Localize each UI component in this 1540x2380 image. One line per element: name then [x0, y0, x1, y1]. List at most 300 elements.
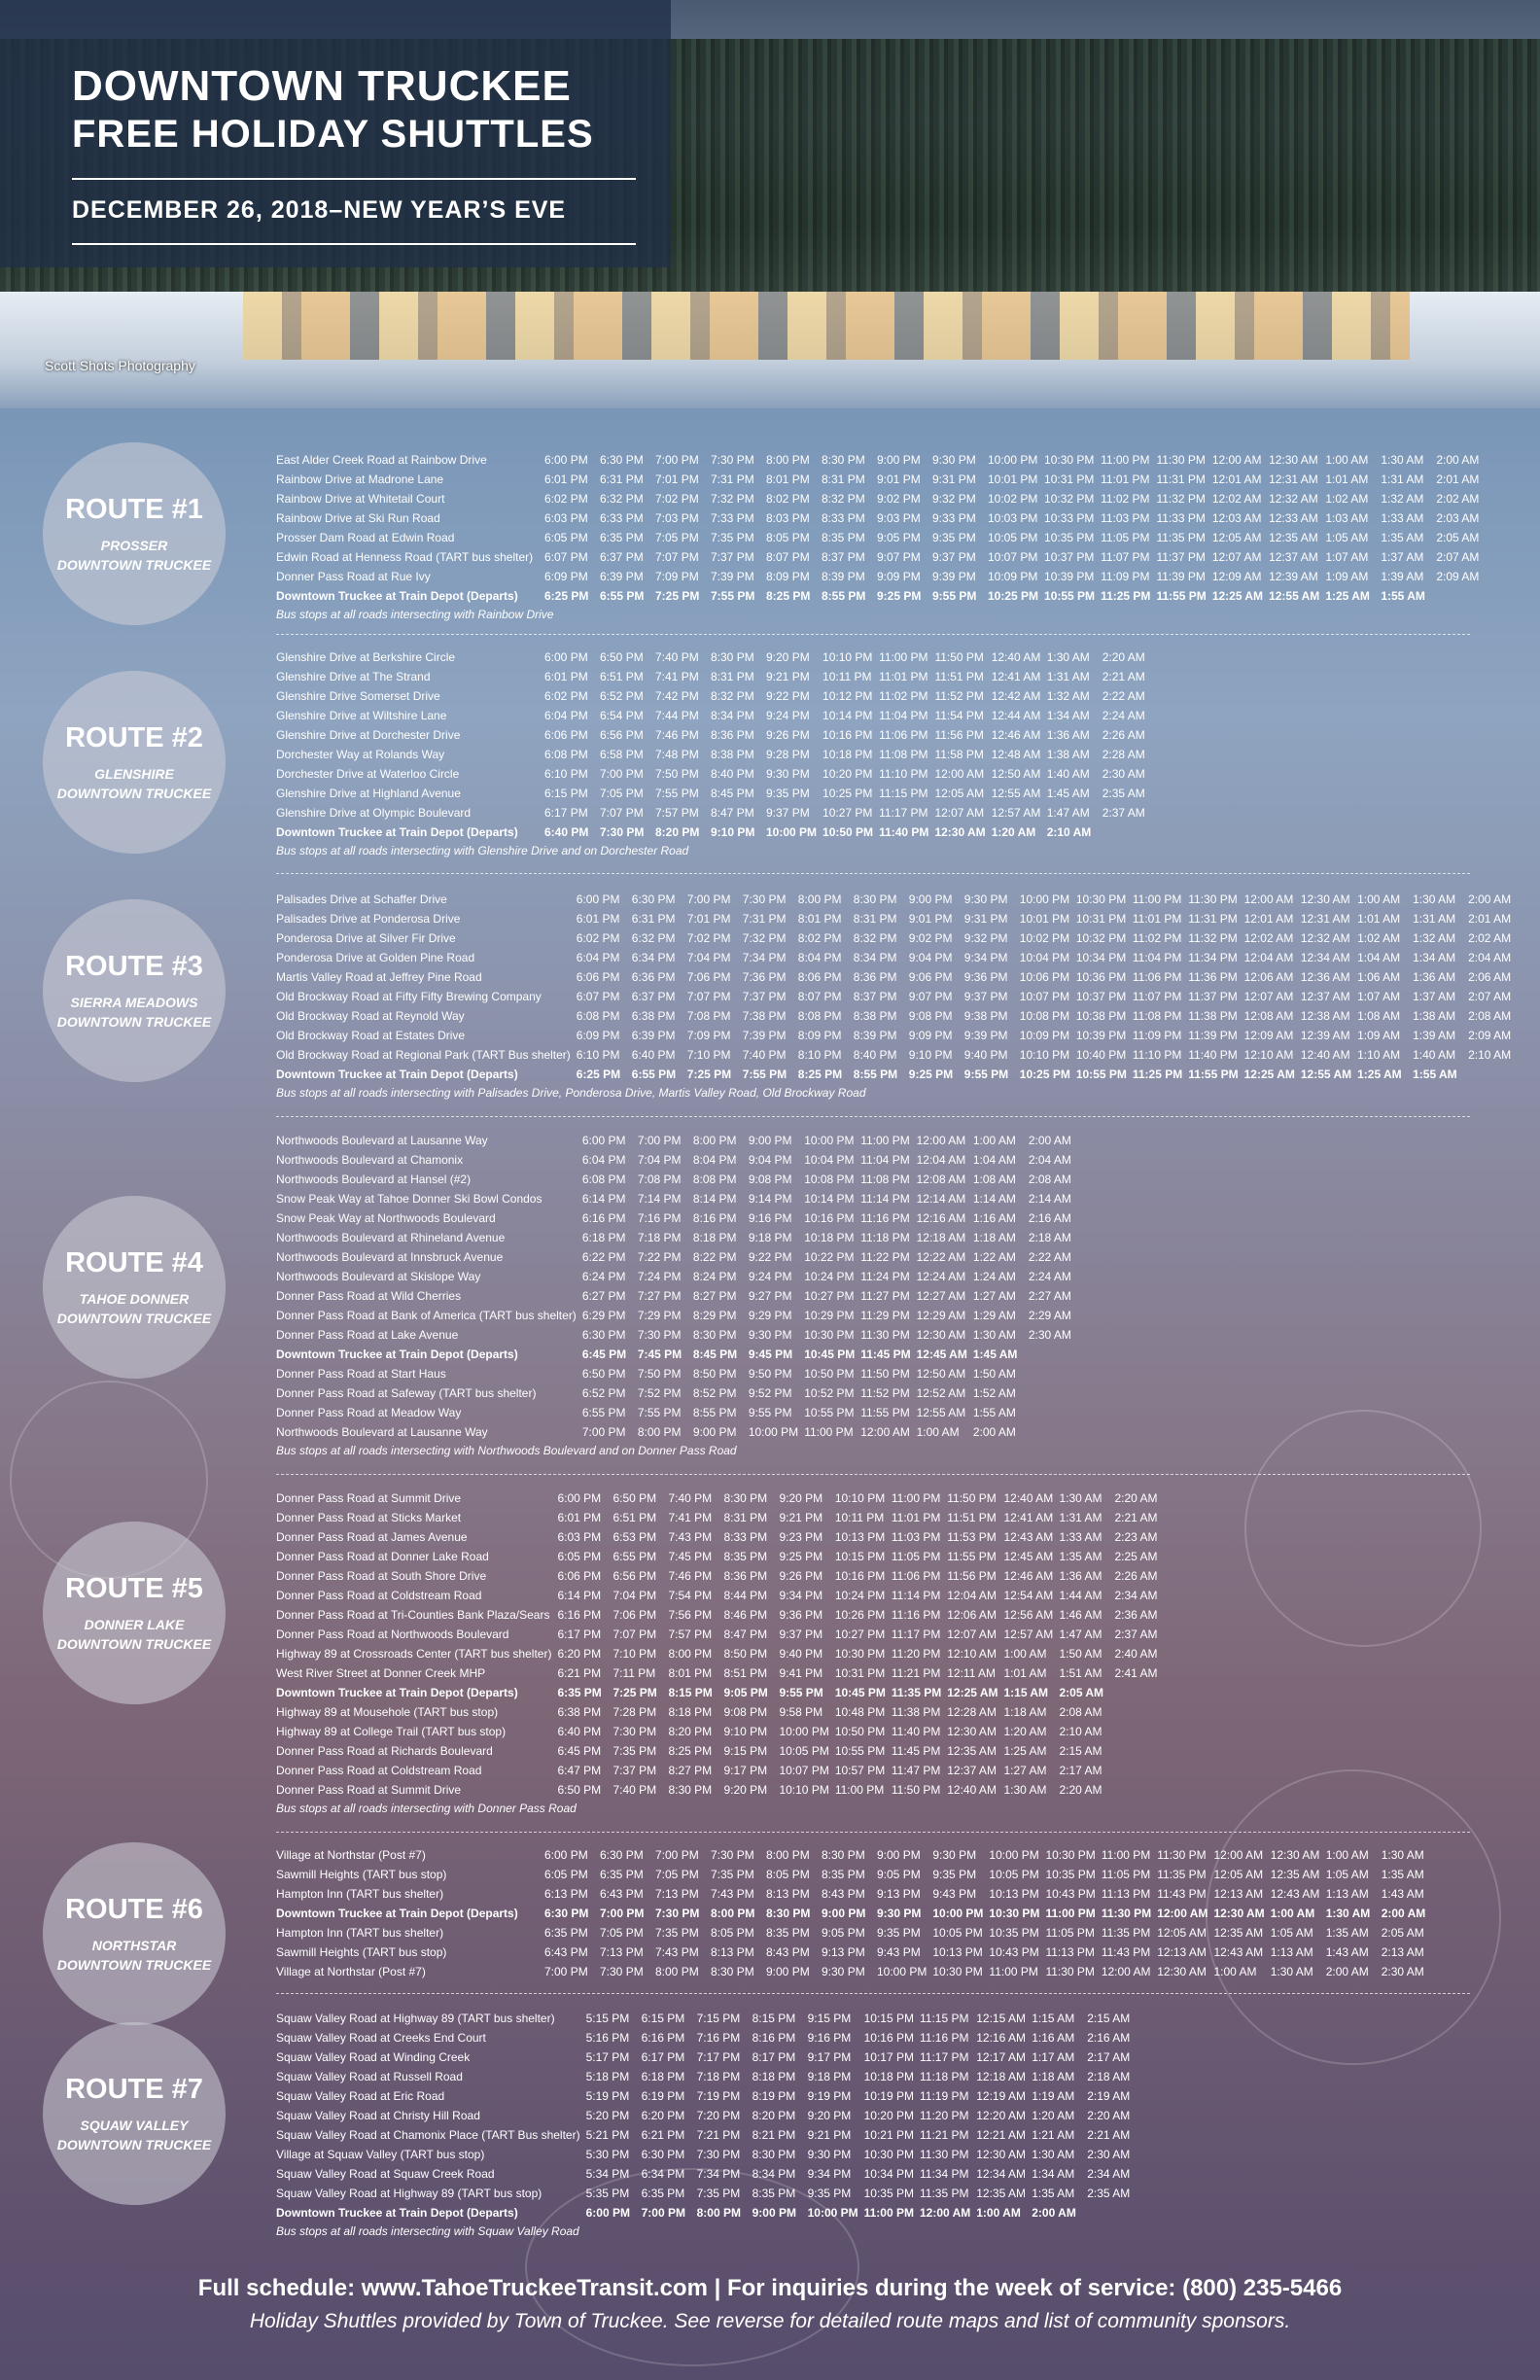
- departure-time: 10:55 PM: [1075, 1068, 1127, 1081]
- timetable-row: [276, 470, 1491, 489]
- title-line2: FREE HOLIDAY SHUTTLES: [72, 113, 594, 156]
- route-timetable: [276, 2009, 1142, 2222]
- route-stop-note: Bus stops at all roads intersecting with Northwoods Boulevard and on Donner Pass Road: [276, 1444, 737, 1457]
- stop-name: Rainbow Drive at Madrone Lane: [276, 472, 444, 486]
- departure-time: 11:00 PM: [834, 1783, 885, 1797]
- departure-time: 8:20 PM: [752, 2109, 796, 2122]
- departure-time: 9:00 PM: [748, 1134, 792, 1147]
- departure-time: 8:06 PM: [797, 970, 842, 984]
- timetable-row: [276, 1702, 1170, 1722]
- departure-time: 8:32 PM: [853, 931, 897, 945]
- departure-time: 10:43 PM: [989, 1945, 1039, 1959]
- route-badge: [43, 1842, 226, 2025]
- departure-time: 1:22 AM: [972, 1250, 1016, 1264]
- departure-time: 1:32 AM: [1046, 689, 1090, 703]
- stop-name: Hampton Inn (TART bus shelter): [276, 1926, 444, 1940]
- departure-time: 7:16 PM: [696, 2031, 741, 2045]
- departure-time: 6:53 PM: [612, 1530, 657, 1544]
- departure-time: 8:30 PM: [822, 453, 865, 467]
- departure-time: 10:34 PM: [1075, 951, 1127, 964]
- departure-time: 7:14 PM: [637, 1192, 682, 1206]
- departure-time: 8:02 PM: [797, 931, 842, 945]
- departure-time: 1:30 AM: [1381, 1848, 1424, 1862]
- departure-time: 7:30 PM: [742, 892, 787, 906]
- departure-time: 1:51 AM: [1059, 1666, 1102, 1680]
- departure-time: 11:35 PM: [1156, 531, 1206, 544]
- departure-time: 6:22 PM: [581, 1250, 626, 1264]
- departure-time: 9:34 PM: [807, 2167, 852, 2181]
- departure-time: 12:00 AM: [860, 1425, 910, 1439]
- departure-time: 6:08 PM: [581, 1172, 626, 1186]
- departure-time: 12:30 AM: [934, 825, 986, 839]
- departure-time: 2:21 AM: [1114, 1511, 1158, 1524]
- departure-time: 8:27 PM: [668, 1764, 713, 1777]
- departure-time: 9:34 PM: [779, 1589, 823, 1602]
- departure-time: 11:25 PM: [1101, 589, 1151, 603]
- departure-time: 8:40 PM: [711, 767, 754, 781]
- timetable-row: [276, 1547, 1170, 1566]
- route-area: SQUAW VALLEY: [80, 2117, 189, 2133]
- departure-time: 12:37 AM: [947, 1764, 997, 1777]
- departure-time: 12:34 AM: [976, 2167, 1026, 2181]
- departure-time: 11:08 PM: [860, 1172, 910, 1186]
- departure-time: 12:41 AM: [991, 670, 1041, 683]
- stop-name: Prosser Dam Road at Edwin Road: [276, 531, 455, 544]
- departure-time: 7:30 PM: [711, 453, 754, 467]
- departure-time: 8:30 PM: [668, 1783, 713, 1797]
- departure-time: 8:22 PM: [692, 1250, 737, 1264]
- departure-time: 7:15 PM: [696, 2012, 741, 2025]
- departure-time: 7:00 PM: [600, 1907, 645, 1920]
- departure-time: 10:38 PM: [1075, 1009, 1127, 1023]
- departure-time: 10:25 PM: [988, 589, 1039, 603]
- departure-time: 7:35 PM: [711, 1868, 754, 1881]
- departure-time: 8:51 PM: [723, 1666, 768, 1680]
- departure-time: 12:13 AM: [1157, 1945, 1207, 1959]
- route-area: PROSSER: [100, 537, 168, 553]
- departure-time: 7:46 PM: [668, 1569, 713, 1583]
- departure-time: 6:52 PM: [581, 1386, 626, 1400]
- departure-time: 7:41 PM: [668, 1511, 713, 1524]
- departure-time: 10:06 PM: [1019, 970, 1070, 984]
- departure-time: 6:03 PM: [557, 1530, 602, 1544]
- departure-time: 8:25 PM: [668, 1744, 713, 1758]
- departure-time: 1:39 AM: [1381, 570, 1424, 583]
- departure-time: 10:18 PM: [863, 2070, 914, 2083]
- timetable-row: [276, 1488, 1170, 1508]
- departure-time: 2:19 AM: [1087, 2089, 1131, 2103]
- departure-time: 11:00 PM: [1132, 892, 1182, 906]
- departure-time: 1:15 AM: [1003, 1686, 1049, 1699]
- departure-time: 1:01 AM: [1325, 472, 1369, 486]
- departure-time: 1:09 AM: [1357, 1029, 1401, 1042]
- departure-time: 6:00 PM: [544, 1848, 588, 1862]
- departure-time: 6:50 PM: [612, 1491, 657, 1505]
- departure-time: 6:04 PM: [581, 1153, 626, 1167]
- route-divider: [276, 1993, 1470, 1994]
- departure-time: 9:05 PM: [877, 1868, 921, 1881]
- departure-time: 1:03 AM: [1325, 511, 1369, 525]
- departure-time: 6:17 PM: [557, 1628, 602, 1641]
- departure-time: 12:15 AM: [976, 2012, 1026, 2025]
- departure-time: 1:31 AM: [1413, 912, 1456, 926]
- departure-time: 6:39 PM: [600, 570, 644, 583]
- departure-time: 6:20 PM: [557, 1647, 602, 1661]
- stop-name: Glenshire Drive at Olympic Boulevard: [276, 806, 472, 820]
- departure-time: 12:00 AM: [1157, 1907, 1208, 1920]
- departure-time: 10:29 PM: [804, 1309, 855, 1322]
- departure-time: 9:00 PM: [692, 1425, 737, 1439]
- departure-time: 8:36 PM: [853, 970, 897, 984]
- departure-time: 8:05 PM: [766, 531, 810, 544]
- departure-time: 11:21 PM: [891, 1666, 941, 1680]
- departure-time: 11:09 PM: [1132, 1029, 1182, 1042]
- departure-time: 11:18 PM: [860, 1231, 910, 1244]
- departure-time: 8:00 PM: [637, 1425, 682, 1439]
- departure-time: 10:05 PM: [779, 1744, 829, 1758]
- departure-time: 8:34 PM: [711, 709, 754, 722]
- departure-time: 8:02 PM: [766, 492, 810, 506]
- departure-time: 11:10 PM: [1132, 1048, 1182, 1062]
- departure-time: 6:04 PM: [544, 709, 588, 722]
- departure-time: 8:01 PM: [668, 1666, 713, 1680]
- departure-time: 9:27 PM: [748, 1289, 792, 1303]
- departure-time: 6:30 PM: [600, 453, 644, 467]
- departure-time: 2:03 AM: [1436, 511, 1480, 525]
- departure-time: 8:13 PM: [766, 1887, 810, 1901]
- departure-time: 9:24 PM: [748, 1270, 792, 1283]
- departure-time: 11:50 PM: [891, 1783, 941, 1797]
- timetable-row: [276, 1605, 1170, 1625]
- departure-time: 11:43 PM: [1101, 1945, 1151, 1959]
- departure-time: 9:09 PM: [877, 570, 921, 583]
- departure-time: 8:00 PM: [668, 1647, 713, 1661]
- departure-time: 11:30 PM: [1101, 1907, 1152, 1920]
- timetable-row: [276, 1422, 1084, 1442]
- departure-time: 7:25 PM: [612, 1686, 657, 1699]
- departure-time: 11:03 PM: [1101, 511, 1150, 525]
- departure-time: 10:11 PM: [834, 1511, 885, 1524]
- departure-time: 6:25 PM: [576, 1068, 621, 1081]
- departure-time: 9:02 PM: [877, 492, 921, 506]
- departure-time: 1:30 AM: [1413, 892, 1456, 906]
- departure-time: 7:07 PM: [655, 550, 699, 564]
- departure-time: 7:19 PM: [696, 2089, 741, 2103]
- departure-time: 2:02 AM: [1436, 492, 1480, 506]
- departure-time: 7:00 PM: [544, 1965, 588, 1978]
- departure-time: 6:35 PM: [600, 1868, 644, 1881]
- departure-time: 7:52 PM: [637, 1386, 682, 1400]
- departure-time: 9:33 PM: [932, 511, 976, 525]
- departure-time: 6:10 PM: [544, 767, 588, 781]
- departure-time: 10:37 PM: [1044, 550, 1095, 564]
- departure-time: 7:43 PM: [655, 1945, 699, 1959]
- departure-time: 7:45 PM: [637, 1348, 682, 1361]
- timetable-row: [276, 928, 1523, 948]
- departure-time: 11:16 PM: [920, 2031, 969, 2045]
- departure-time: 5:30 PM: [585, 2148, 630, 2161]
- departure-time: 1:34 AM: [1413, 951, 1456, 964]
- departure-time: 6:00 PM: [576, 892, 620, 906]
- stop-name: Edwin Road at Henness Road (TART bus shelter): [276, 550, 534, 564]
- departure-time: 9:05 PM: [723, 1686, 768, 1699]
- departure-time: 6:56 PM: [600, 728, 644, 742]
- route-destination: DOWNTOWN TRUCKEE: [56, 1635, 212, 1652]
- departure-time: 2:20 AM: [1102, 650, 1145, 664]
- departure-time: 8:33 PM: [723, 1530, 768, 1544]
- departure-time: 1:06 AM: [1357, 970, 1401, 984]
- stop-name: Snow Peak Way at Northwoods Boulevard: [276, 1211, 496, 1225]
- departure-time: 8:50 PM: [723, 1647, 768, 1661]
- snowflake-icon: [1244, 1410, 1482, 1647]
- departure-time: 8:46 PM: [723, 1608, 768, 1622]
- stop-name: Glenshire Drive at Dorchester Drive: [276, 728, 461, 742]
- departure-time: 10:30 PM: [863, 2148, 914, 2161]
- departure-time: 2:16 AM: [1028, 1211, 1071, 1225]
- departure-time: 2:25 AM: [1114, 1550, 1158, 1563]
- departure-time: 9:43 PM: [877, 1945, 921, 1959]
- departure-time: 7:38 PM: [742, 1009, 787, 1023]
- departure-time: 11:50 PM: [860, 1367, 910, 1381]
- departure-time: 12:13 AM: [1213, 1887, 1264, 1901]
- departure-time: 12:29 AM: [916, 1309, 966, 1322]
- departure-time: 9:25 PM: [877, 589, 922, 603]
- departure-time: 7:05 PM: [655, 531, 699, 544]
- departure-time: 7:16 PM: [637, 1211, 682, 1225]
- departure-time: 10:00 PM: [766, 825, 818, 839]
- stop-name: Donner Pass Road at Coldstream Road: [276, 1764, 482, 1777]
- departure-time: 11:52 PM: [860, 1386, 910, 1400]
- stop-name: East Alder Creek Road at Rainbow Drive: [276, 453, 487, 467]
- departure-time: 8:52 PM: [692, 1386, 737, 1400]
- departure-time: 2:00 AM: [1436, 453, 1480, 467]
- route-number: ROUTE #7: [65, 2073, 203, 2105]
- departure-time: 2:02 AM: [1468, 931, 1512, 945]
- departure-time: 11:13 PM: [1045, 1945, 1095, 1959]
- departure-time: 10:30 PM: [834, 1647, 886, 1661]
- departure-time: 7:00 PM: [641, 2206, 685, 2220]
- departure-time: 10:00 PM: [807, 2206, 858, 2220]
- departure-time: 2:04 AM: [1468, 951, 1512, 964]
- departure-time: 2:21 AM: [1102, 670, 1145, 683]
- timetable-row: [276, 890, 1523, 909]
- stop-name: Downtown Truckee at Train Depot (Departs): [276, 2206, 518, 2220]
- timetable-row: [276, 1508, 1170, 1527]
- departure-time: 6:00 PM: [544, 453, 588, 467]
- departure-time: 1:00 AM: [916, 1425, 960, 1439]
- departure-time: 1:07 AM: [1357, 990, 1401, 1003]
- departure-time: 9:15 PM: [723, 1744, 768, 1758]
- departure-time: 10:30 PM: [1044, 453, 1095, 467]
- departure-time: 9:05 PM: [877, 531, 921, 544]
- departure-time: 12:40 AM: [991, 650, 1041, 664]
- departure-time: 6:35 PM: [544, 1926, 588, 1940]
- timetable-row: [276, 822, 1158, 842]
- departure-time: 9:00 PM: [877, 1848, 921, 1862]
- departure-time: 2:10 AM: [1059, 1725, 1102, 1738]
- departure-time: 8:04 PM: [692, 1153, 737, 1167]
- departure-time: 9:34 PM: [963, 951, 1008, 964]
- departure-time: 6:32 PM: [600, 492, 644, 506]
- departure-time: 6:08 PM: [576, 1009, 620, 1023]
- departure-time: 1:36 AM: [1059, 1569, 1102, 1583]
- departure-time: 8:05 PM: [766, 1868, 810, 1881]
- departure-time: 7:00 PM: [686, 892, 731, 906]
- departure-time: 6:54 PM: [600, 709, 644, 722]
- departure-time: 10:10 PM: [822, 650, 873, 664]
- departure-time: 12:30 AM: [916, 1328, 966, 1342]
- stop-name: Glenshire Drive at The Strand: [276, 670, 431, 683]
- departure-time: 12:30 AM: [1269, 453, 1318, 467]
- departure-time: 7:02 PM: [686, 931, 731, 945]
- departure-time: 12:30 AM: [1213, 1907, 1265, 1920]
- departure-time: 12:09 AM: [1243, 1029, 1294, 1042]
- departure-time: 6:02 PM: [544, 689, 588, 703]
- departure-time: 12:52 AM: [916, 1386, 966, 1400]
- departure-time: 10:21 PM: [863, 2128, 914, 2142]
- timetable-row: [276, 1962, 1437, 1981]
- departure-time: 6:21 PM: [557, 1666, 602, 1680]
- departure-time: 10:02 PM: [988, 492, 1038, 506]
- departure-time: 8:35 PM: [752, 2187, 796, 2200]
- timetable-row: [276, 686, 1158, 706]
- route-number: ROUTE #6: [65, 1893, 203, 1925]
- departure-time: 6:50 PM: [557, 1783, 602, 1797]
- timetable-row: [276, 508, 1491, 528]
- departure-time: 11:33 PM: [1156, 511, 1206, 525]
- departure-time: 12:21 AM: [976, 2128, 1026, 2142]
- departure-time: 8:17 PM: [752, 2050, 796, 2064]
- departure-time: 9:21 PM: [807, 2128, 852, 2142]
- departure-time: 12:01 AM: [1243, 912, 1294, 926]
- departure-time: 6:43 PM: [600, 1887, 644, 1901]
- departure-time: 7:37 PM: [711, 550, 754, 564]
- departure-time: 11:51 PM: [947, 1511, 997, 1524]
- departure-time: 6:40 PM: [631, 1048, 676, 1062]
- departure-time: 10:30 PM: [1045, 1848, 1096, 1862]
- departure-time: 11:35 PM: [891, 1686, 942, 1699]
- departure-time: 5:20 PM: [585, 2109, 630, 2122]
- departure-time: 7:50 PM: [655, 767, 699, 781]
- departure-time: 6:07 PM: [544, 550, 588, 564]
- departure-time: 9:10 PM: [711, 825, 755, 839]
- departure-time: 1:21 AM: [1032, 2128, 1075, 2142]
- departure-time: 1:43 AM: [1381, 1887, 1424, 1901]
- timetable-row: [276, 1150, 1084, 1170]
- departure-time: 1:17 AM: [1032, 2050, 1075, 2064]
- departure-time: 8:25 PM: [766, 589, 811, 603]
- departure-time: 11:14 PM: [860, 1192, 910, 1206]
- departure-time: 10:04 PM: [1019, 951, 1070, 964]
- stop-name: Old Brockway Road at Reynold Way: [276, 1009, 465, 1023]
- departure-time: 7:46 PM: [655, 728, 699, 742]
- stop-name: Northwoods Boulevard at Innsbruck Avenue: [276, 1250, 504, 1264]
- departure-time: 6:30 PM: [544, 1907, 589, 1920]
- departure-time: 9:02 PM: [908, 931, 953, 945]
- departure-time: 6:09 PM: [576, 1029, 620, 1042]
- route-stop-note: Bus stops at all roads intersecting with Glenshire Drive and on Dorchester Road: [276, 844, 689, 858]
- departure-time: 10:20 PM: [822, 767, 873, 781]
- departure-time: 2:26 AM: [1102, 728, 1145, 742]
- departure-time: 1:25 AM: [1325, 589, 1370, 603]
- departure-time: 7:34 PM: [696, 2167, 741, 2181]
- route-number: ROUTE #3: [65, 950, 203, 982]
- timetable-row: [276, 948, 1523, 967]
- departure-time: 12:25 AM: [1211, 589, 1264, 603]
- photo-credit: Scott Shots Photography: [45, 358, 195, 373]
- departure-time: 12:46 AM: [991, 728, 1041, 742]
- departure-time: 8:09 PM: [797, 1029, 842, 1042]
- departure-time: 10:35 PM: [1044, 531, 1095, 544]
- stop-name: Donner Pass Road at Lake Avenue: [276, 1328, 459, 1342]
- departure-time: 9:10 PM: [723, 1725, 768, 1738]
- timetable-row: [276, 1625, 1170, 1644]
- departure-time: 12:34 AM: [1300, 951, 1350, 964]
- departure-time: 1:00 AM: [1357, 892, 1401, 906]
- departure-time: 2:15 AM: [1087, 2012, 1131, 2025]
- departure-time: 12:10 AM: [1243, 1048, 1294, 1062]
- departure-time: 11:45 PM: [891, 1744, 941, 1758]
- departure-time: 10:27 PM: [822, 806, 873, 820]
- stop-name: Donner Pass Road at Sticks Market: [276, 1511, 462, 1524]
- timetable-row: [276, 803, 1158, 822]
- departure-time: 10:32 PM: [1075, 931, 1127, 945]
- departure-time: 7:11 PM: [612, 1666, 656, 1680]
- departure-time: 7:31 PM: [711, 472, 754, 486]
- departure-time: 6:17 PM: [544, 806, 588, 820]
- departure-time: 12:01 AM: [1211, 472, 1262, 486]
- departure-time: 10:27 PM: [804, 1289, 855, 1303]
- departure-time: 10:33 PM: [1044, 511, 1095, 525]
- departure-time: 1:33 AM: [1381, 511, 1424, 525]
- departure-time: 10:50 PM: [804, 1367, 855, 1381]
- departure-time: 1:24 AM: [972, 1270, 1016, 1283]
- departure-time: 12:00 AM: [916, 1134, 966, 1147]
- timetable-row: [276, 1170, 1084, 1189]
- stop-name: Donner Pass Road at Start Haus: [276, 1367, 446, 1381]
- departure-time: 2:15 AM: [1059, 1744, 1102, 1758]
- departure-time: 6:15 PM: [544, 787, 588, 800]
- departure-time: 9:37 PM: [932, 550, 976, 564]
- departure-time: 11:56 PM: [934, 728, 984, 742]
- departure-time: 10:03 PM: [988, 511, 1038, 525]
- departure-time: 7:55 PM: [711, 589, 755, 603]
- departure-time: 9:35 PM: [807, 2187, 852, 2200]
- departure-time: 2:36 AM: [1114, 1608, 1158, 1622]
- departure-time: 7:00 PM: [655, 1848, 699, 1862]
- departure-time: 12:37 AM: [1269, 550, 1318, 564]
- departure-time: 8:33 PM: [822, 511, 865, 525]
- departure-time: 12:27 AM: [916, 1289, 966, 1303]
- departure-time: 2:05 AM: [1059, 1686, 1104, 1699]
- departure-time: 11:30 PM: [1045, 1965, 1095, 1978]
- stop-name: Ponderosa Drive at Silver Fir Drive: [276, 931, 456, 945]
- departure-time: 7:32 PM: [742, 931, 787, 945]
- departure-time: 8:31 PM: [723, 1511, 768, 1524]
- route-timetable: [276, 1845, 1437, 1981]
- departure-time: 8:16 PM: [692, 1211, 737, 1225]
- departure-time: 9:18 PM: [807, 2070, 852, 2083]
- departure-time: 1:05 AM: [1270, 1926, 1313, 1940]
- departure-time: 11:16 PM: [860, 1211, 910, 1225]
- departure-time: 10:00 PM: [779, 1725, 829, 1738]
- stop-name: Squaw Valley Road at Russell Road: [276, 2070, 463, 2083]
- departure-time: 10:55 PM: [834, 1744, 886, 1758]
- departure-time: 10:00 PM: [877, 1965, 928, 1978]
- departure-time: 10:55 PM: [1044, 589, 1096, 603]
- departure-time: 12:05 AM: [934, 787, 985, 800]
- departure-time: 11:43 PM: [1157, 1887, 1207, 1901]
